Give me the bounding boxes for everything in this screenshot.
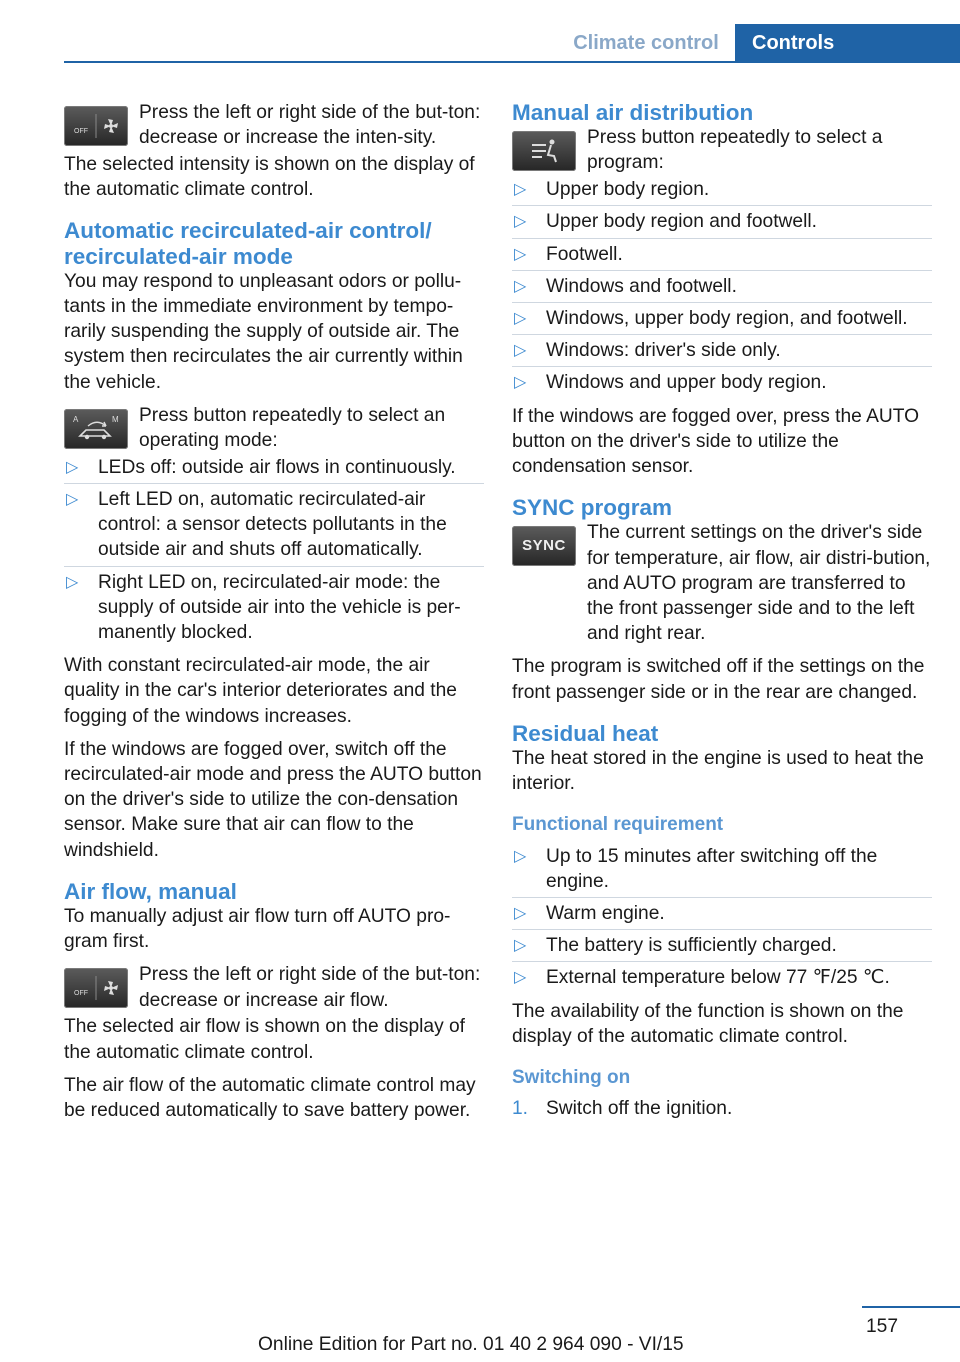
triangle-right-icon: ▷ [514, 374, 527, 392]
availability-text: The availability of the function is shown on the display of the automatic climate control. [512, 1000, 904, 1047]
recirc-button-block [64, 403, 484, 455]
list-item: ▷ The battery is sufficiently charged. [512, 933, 932, 958]
distribution-button-text: Press button repeatedly to select a program: [587, 127, 883, 174]
intensity-block [64, 100, 484, 152]
airflow-intro: To manually adjust air flow turn off AUTO pro-gram first. [64, 906, 451, 953]
list-item: ▷ External temperature below 77 ℉/25 ℃. [512, 965, 932, 990]
distribution-note: If the windows are fogged over, press the AUTO button on the driver's side to utilize the condensation sensor. [512, 405, 920, 478]
header-section-title: Climate control [573, 32, 719, 54]
triangle-right-icon: ▷ [514, 342, 527, 360]
list-item: ▷ Windows and footwell. [512, 274, 932, 299]
list-item: ▷ Right LED on, recirculated-air mode: the supply of outside air into the vehicle is per-manently blocked. [66, 571, 461, 644]
triangle-right-icon: ▷ [514, 277, 527, 295]
sync-off-text: The program is switched off if the settings on the front passenger side or in the rear are changed. [512, 656, 925, 703]
intensity-display-text: The selected intensity is shown on the display of the automatic climate control. [64, 154, 475, 201]
airflow-button-block [64, 962, 484, 1014]
list-item: ▷ Footwell. [512, 242, 932, 267]
distribution-button-block [512, 125, 932, 177]
recirculation-button-icon [64, 409, 128, 449]
list-item: ▷ Windows and upper body region. [512, 370, 932, 395]
svg-text:M: M [112, 414, 119, 424]
triangle-right-icon: ▷ [66, 573, 79, 591]
svg-text:OFF: OFF [74, 128, 88, 135]
sync-text: The current settings on the driver's side for temperature, air flow, air distri-bution, and AUTO program are transferred to the front passenger side and to the left and right rear. [587, 522, 931, 645]
svg-text:OFF: OFF [74, 990, 88, 998]
list-item: 1. Switch off the ignition. [512, 1096, 932, 1121]
sync-button-label: SYNC [522, 537, 566, 555]
airflow-display-text: The selected air flow is shown on the display of the automatic climate control. [64, 1016, 466, 1063]
triangle-right-icon: ▷ [514, 213, 527, 231]
sync-block [512, 520, 932, 646]
list-item: ▷ Up to 15 minutes after switching off the engine. [512, 844, 932, 894]
page-number: 157 [865, 1316, 898, 1337]
right-column [512, 100, 932, 1130]
fan-airflow-button-icon [64, 968, 128, 1008]
air-distribution-button-icon [512, 131, 576, 171]
list-item: ▷ LEDs off: outside air flows in continuously. [64, 455, 484, 480]
list-item: ▷ Upper body region and footwell. [512, 209, 932, 234]
triangle-right-icon: ▷ [514, 905, 527, 923]
recirc-button-text: Press button repeatedly to select an operating mode: [139, 404, 446, 452]
step-number: 1. [512, 1098, 529, 1120]
triangle-right-icon: ▷ [514, 310, 527, 328]
sync-heading: SYNC program [512, 495, 673, 521]
edition-footer: Online Edition for Part no. 01 40 2 964 090 - VI/15 [258, 1334, 684, 1355]
list-item: ▷ Windows: driver's side only. [512, 338, 932, 363]
switching-steps [512, 1096, 932, 1121]
list-item: ▷ Left LED on, automatic recirculated-air control: a sensor detects pollutants in the outside air and shuts off automatically. [64, 487, 484, 563]
requirement-heading: Functional requirement [512, 814, 724, 836]
list-item: ▷ Upper body region. [512, 177, 932, 202]
switching-heading: Switching on [512, 1067, 631, 1089]
recirc-note-1: With constant recirculated-air mode, the air quality in the car's interior deteriorates and the fogging of the windows increases. [64, 655, 457, 727]
triangle-right-icon: ▷ [66, 458, 79, 476]
triangle-right-icon: ▷ [514, 937, 527, 955]
distribution-heading: Manual air distribution [512, 100, 754, 125]
svg-text:A: A [73, 414, 79, 424]
residual-intro: The heat stored in the engine is used to heat the interior. [512, 748, 924, 795]
left-column [64, 100, 484, 1131]
recirc-note-2: If the windows are fogged over, switch off the recirculated-air mode and press the AUTO button on the driver's side to utilize the con-densation sensor. Make sure that air can flow to the windshield. [64, 738, 482, 861]
triangle-right-icon: ▷ [66, 491, 79, 509]
requirement-list [512, 844, 932, 991]
header-chapter-tab: Controls [735, 24, 960, 62]
residual-heading: Residual heat [512, 720, 659, 746]
list-item: ▷ Windows, upper body region, and footwell. [512, 306, 932, 331]
recirc-mode-list [64, 455, 484, 645]
recirc-intro: You may respond to unpleasant odors or pollu-tants in the immediate environment by tempo-rarily suspending the supply of outside air. The system then recirculates the air currently within the vehicle. [64, 270, 463, 393]
airflow-button-text: Press the left or right side of the but-ton: decrease or increase air flow. [139, 964, 481, 1011]
recirc-heading: Automatic recirculated-air control/ recirculated-air mode [64, 218, 432, 269]
airflow-heading: Air flow, manual [64, 878, 237, 904]
fan-intensity-button-icon [64, 106, 128, 146]
triangle-right-icon: ▷ [514, 181, 527, 199]
list-item: ▷ Warm engine. [512, 901, 932, 926]
triangle-right-icon: ▷ [514, 847, 527, 865]
triangle-right-icon: ▷ [514, 245, 527, 263]
triangle-right-icon: ▷ [514, 969, 527, 987]
airflow-battery-text: The air flow of the automatic climate control may be reduced automatically to save battery power. [64, 1074, 476, 1122]
sync-button-icon [512, 526, 576, 566]
footer-rule [862, 1306, 960, 1308]
intensity-text: Press the left or right side of the but-ton: decrease or increase the inten-sity. [139, 102, 481, 149]
header-rule [64, 61, 960, 63]
distribution-program-list [512, 177, 932, 395]
